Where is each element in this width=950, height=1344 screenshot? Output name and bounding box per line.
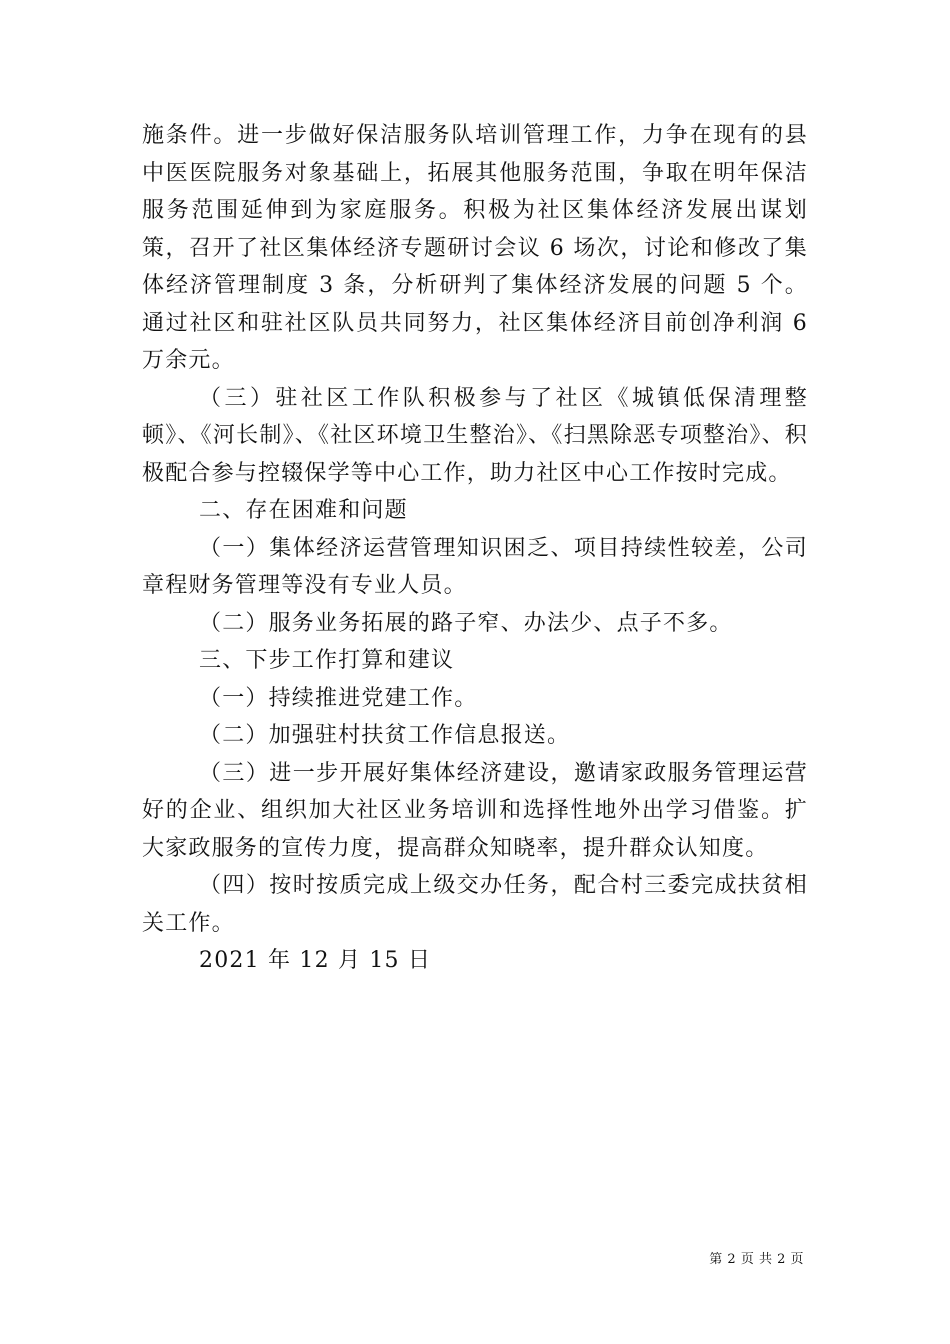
paragraph-difficulty-1: （一）集体经济运营管理知识困乏、项目持续性较差，公司章程财务管理等没有专业人员。 — [142, 535, 808, 598]
paragraph-plan-4: （四）按时按质完成上级交办任务，配合村三委完成扶贫相关工作。 — [142, 873, 808, 936]
document-body — [142, 117, 808, 980]
section-heading-difficulties: 二、存在困难和问题 — [199, 498, 408, 523]
paragraph-item-3-participation: （三）驻社区工作队积极参与了社区《城镇低保清理整顿》、《河长制》、《社区环境卫生整治》、《扫黑除恶专项整治》、积极配合参与控辍保学等中心工作，助力社区中心工作按时完成。 — [142, 385, 808, 486]
paragraph-plan-1: （一）持续推进党建工作。 — [199, 685, 478, 711]
page-number-footer: 第 2 页 共 2 页 — [709, 1252, 804, 1267]
paragraph-continuation: 施条件。进一步做好保洁服务队培训管理工作，力争在现有的县中医医院服务对象基础上，拓展其他服务范围，争取在明年保洁服务范围延伸到为家庭服务。积极为社区集体经济发展出谋划策，召开了社区集体经济专题研讨会议 6 场次，讨论和修改了集体经济管理制度 3 条，分析研判了集体经济发展的问题 5 个。通过社区和驻社区队员共同努力，社区集体经济目前创净利润 6 万余元。 — [142, 123, 808, 373]
paragraph-plan-3: （三）进一步开展好集体经济建设，邀请家政服务管理运营好的企业、组织加大社区业务培训和选择性地外出学习借鉴。扩大家政服务的宣传力度，提高群众知晓率，提升群众认知度。 — [142, 760, 808, 861]
paragraph-plan-2: （二）加强驻村扶贫工作信息报送。 — [199, 723, 571, 748]
paragraph-difficulty-2: （二）服务业务拓展的路子窄、办法少、点子不多。 — [199, 610, 733, 636]
document-date: 2021 年 12 月 15 日 — [199, 948, 432, 973]
section-heading-next-steps: 三、下步工作打算和建议 — [199, 648, 455, 673]
